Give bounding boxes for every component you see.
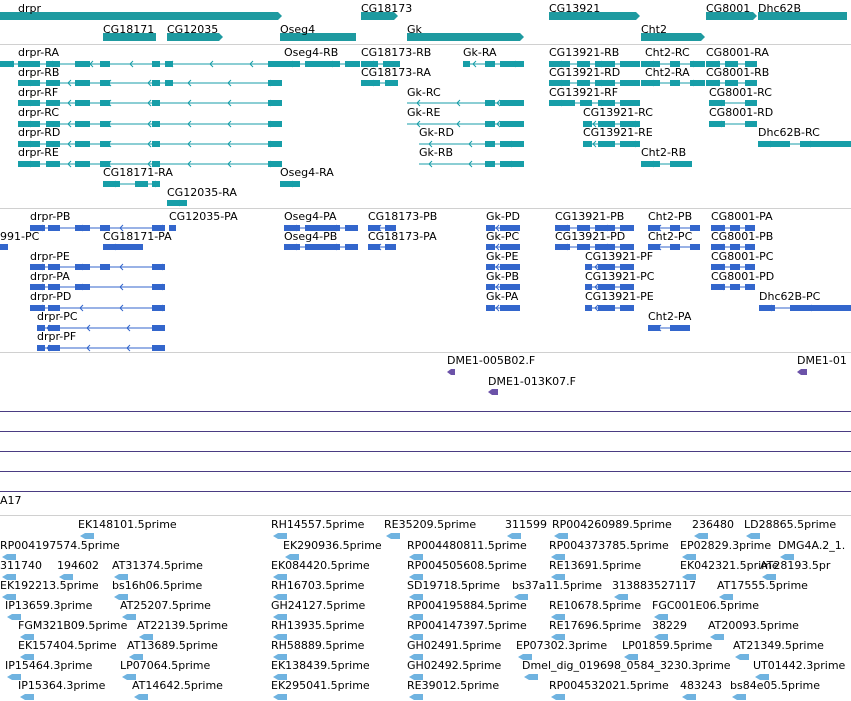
protein-exon <box>152 345 165 351</box>
protein-label[interactable]: CG13921-PD <box>555 230 626 243</box>
track-line-3 <box>0 451 851 452</box>
est-label[interactable]: DMG4A.2_1. <box>778 539 846 552</box>
protein-exon <box>385 244 396 250</box>
transcript-exon <box>620 61 640 67</box>
est-label[interactable]: RH13935.5prime <box>271 619 365 632</box>
protein-exon <box>152 284 165 290</box>
track-line-5 <box>0 491 851 492</box>
transcript-label[interactable]: CG18171-RA <box>103 166 173 179</box>
est-label[interactable]: AT14642.5prime <box>132 679 223 692</box>
est-mark <box>409 694 423 700</box>
transcript-exon <box>305 61 340 67</box>
est-label[interactable]: 483243 <box>680 679 722 692</box>
est-label[interactable]: IP15464.3prime <box>5 659 93 672</box>
clone-mark <box>797 369 807 375</box>
transcript-exon <box>500 61 524 67</box>
protein-exon <box>598 305 615 311</box>
est-label[interactable]: RP004505608.5prime <box>407 559 527 572</box>
protein-label[interactable]: Gk-PD <box>486 210 520 223</box>
protein-exon <box>103 244 143 250</box>
transcript-label[interactable]: CG18173-RB <box>361 46 432 59</box>
protein-label[interactable]: 991-PC <box>0 230 40 243</box>
est-label[interactable]: RE17696.5prime <box>549 619 642 632</box>
transcript-label[interactable]: Oseg4-RA <box>280 166 334 179</box>
transcript-exon <box>485 121 495 127</box>
transcript-exon <box>152 121 160 127</box>
protein-exon <box>670 325 690 331</box>
protein-exon <box>690 244 700 250</box>
transcript-exon <box>345 61 360 67</box>
transcript-label[interactable]: drpr-RC <box>18 106 60 119</box>
transcript-exon <box>485 61 495 67</box>
transcript-label[interactable]: CG8001-RC <box>709 86 772 99</box>
est-label[interactable]: LD28865.5prime <box>744 518 837 531</box>
est-label[interactable]: UT01442.3prime <box>753 659 846 672</box>
protein-label[interactable]: Gk-PA <box>486 290 519 303</box>
protein-exon <box>745 284 755 290</box>
transcript-label[interactable]: Gk-RD <box>419 126 454 139</box>
transcript-exon <box>385 80 398 86</box>
transcript-label[interactable]: drpr-RD <box>18 126 61 139</box>
est-label[interactable]: EK138439.5prime <box>271 659 370 672</box>
protein-label[interactable]: CG8001-PD <box>711 270 775 283</box>
est-label[interactable]: EK084420.5prime <box>271 559 370 572</box>
protein-label[interactable]: Gk-PC <box>486 230 520 243</box>
est-mark <box>735 654 749 660</box>
strand-arrow-icon <box>753 12 757 20</box>
est-label[interactable]: RE10678.5prime <box>549 599 642 612</box>
est-label[interactable]: AT13689.5prime <box>127 639 218 652</box>
transcript-exon <box>549 100 575 106</box>
transcript-exon <box>745 121 757 127</box>
transcript-label[interactable]: Gk-RE <box>407 106 441 119</box>
protein-label[interactable]: Oseg4-PB <box>284 230 338 243</box>
est-mark <box>524 674 538 680</box>
est-label[interactable]: AT28193.5pr <box>760 559 831 572</box>
transcript-label[interactable]: drpr-RB <box>18 66 60 79</box>
transcript-exon <box>690 61 705 67</box>
transcript-exon <box>670 80 680 86</box>
transcript-label[interactable]: CG13921-RC <box>583 106 653 119</box>
protein-label[interactable]: CG13921-PF <box>585 250 654 263</box>
protein-label[interactable]: CG18171-PA <box>103 230 172 243</box>
gene-label[interactable]: CG18171 <box>103 23 155 36</box>
protein-label[interactable]: CG8001-PC <box>711 250 774 263</box>
gene-label[interactable]: CG12035 <box>167 23 219 36</box>
est-label[interactable]: LP07064.5prime <box>120 659 211 672</box>
est-label[interactable]: EP07302.3prime <box>516 639 608 652</box>
gene-label[interactable]: CG18173 <box>361 2 413 15</box>
strand-arrow-icon <box>701 33 705 41</box>
est-label[interactable]: RP004197574.5prime <box>0 539 120 552</box>
transcript-exon <box>620 80 640 86</box>
transcript-label[interactable]: CG13921-RF <box>549 86 619 99</box>
transcript-label[interactable]: Cht2-RB <box>641 146 687 159</box>
divider-clones <box>0 352 851 353</box>
transcript-exon <box>75 161 90 167</box>
transcript-label[interactable]: CG8001-RD <box>709 106 774 119</box>
transcript-exon <box>75 100 90 106</box>
transcript-exon <box>620 141 640 147</box>
est-mark <box>732 694 746 700</box>
protein-exon <box>345 244 358 250</box>
protein-exon <box>759 305 775 311</box>
transcript-exon <box>75 141 90 147</box>
est-label[interactable]: SD19718.5prime <box>407 579 500 592</box>
transcript-exon <box>709 121 725 127</box>
est-mark <box>20 694 34 700</box>
est-label[interactable]: RP004147397.5prime <box>407 619 527 632</box>
est-label[interactable]: 311599 <box>505 518 547 531</box>
est-label[interactable]: EK192213.5prime <box>0 579 99 592</box>
protein-exon <box>486 305 495 311</box>
divider-genes <box>0 44 851 45</box>
protein-exon <box>345 225 358 231</box>
protein-label[interactable]: drpr-PD <box>30 290 72 303</box>
est-label[interactable]: EK148101.5prime <box>78 518 177 531</box>
protein-exon <box>620 305 634 311</box>
est-label[interactable]: AT21349.5prime <box>733 639 824 652</box>
protein-exon <box>48 225 60 231</box>
protein-exon <box>37 345 45 351</box>
gene-label[interactable]: Oseg4 <box>280 23 316 36</box>
protein-exon <box>730 284 740 290</box>
protein-label[interactable]: CG8001-PA <box>711 210 773 223</box>
protein-label[interactable]: drpr-PE <box>30 250 70 263</box>
gene-bar <box>407 33 520 41</box>
transcript-exon <box>46 161 60 167</box>
protein-exon <box>100 264 110 270</box>
transcript-label[interactable]: CG13921-RD <box>549 66 621 79</box>
transcript-exon <box>485 141 495 147</box>
est-label[interactable]: AT31374.5prime <box>112 559 203 572</box>
est-mark <box>386 533 400 539</box>
est-label[interactable]: FGC001E06.5prime <box>652 599 760 612</box>
est-label[interactable]: RH16703.5prime <box>271 579 365 592</box>
transcript-exon <box>758 141 790 147</box>
transcript-exon <box>485 161 495 167</box>
transcript-label[interactable]: drpr-RE <box>18 146 59 159</box>
est-label[interactable]: IP15364.3prime <box>18 679 106 692</box>
transcript-exon <box>485 100 495 106</box>
est-label[interactable]: AT20093.5prime <box>708 619 799 632</box>
est-label[interactable]: AT22139.5prime <box>137 619 228 632</box>
protein-label[interactable]: Cht2-PC <box>648 230 693 243</box>
est-label[interactable]: GH02491.5prime <box>407 639 502 652</box>
protein-exon <box>585 305 592 311</box>
est-label[interactable]: GH02492.5prime <box>407 659 502 672</box>
track-label: A17 <box>0 494 22 507</box>
est-label[interactable]: LP01859.5prime <box>622 639 713 652</box>
transcript-label[interactable]: CG12035-RA <box>167 186 237 199</box>
transcript-exon <box>500 121 524 127</box>
est-mark <box>551 694 565 700</box>
transcript-label[interactable]: Cht2-RA <box>645 66 690 79</box>
clone-label[interactable]: DME1-013K07.F <box>488 375 576 388</box>
protein-label[interactable]: Cht2-PB <box>648 210 693 223</box>
est-label[interactable]: bs37a11.5prime <box>512 579 602 592</box>
protein-label[interactable]: Cht2-PA <box>648 310 692 323</box>
transcript-exon <box>75 121 90 127</box>
est-label[interactable]: EK295041.5prime <box>271 679 370 692</box>
transcript-exon <box>690 80 705 86</box>
est-label[interactable]: GH24127.5prime <box>271 599 366 612</box>
protein-label[interactable]: CG12035-PA <box>169 210 238 223</box>
transcript-label[interactable]: Dhc62B-RC <box>758 126 820 139</box>
protein-label[interactable]: drpr-PC <box>37 310 78 323</box>
transcript-label[interactable]: Oseg4-RB <box>284 46 339 59</box>
transcript-label[interactable]: CG13921-RB <box>549 46 620 59</box>
transcript-label[interactable]: CG8001-RA <box>706 46 769 59</box>
protein-label[interactable]: Gk-PB <box>486 270 520 283</box>
protein-label[interactable]: drpr-PB <box>30 210 71 223</box>
transcript-label[interactable]: CG8001-RB <box>706 66 770 79</box>
transcript-label[interactable]: Cht2-RC <box>645 46 690 59</box>
strand-arrow-icon <box>636 12 640 20</box>
est-label[interactable]: AT25207.5prime <box>120 599 211 612</box>
gene-label[interactable]: CG8001 <box>706 2 751 15</box>
track-line-4 <box>0 471 851 472</box>
strand-arrow-icon <box>520 33 524 41</box>
gene-label[interactable]: Cht2 <box>641 23 667 36</box>
gene-label[interactable]: drpr <box>18 2 42 15</box>
protein-exon <box>152 305 165 311</box>
protein-label[interactable]: CG13921-PC <box>585 270 655 283</box>
est-mark <box>682 694 696 700</box>
est-label[interactable]: RH14557.5prime <box>271 518 365 531</box>
clone-label[interactable]: DME1-005B02.F <box>447 354 536 367</box>
est-label[interactable]: RE39012.5prime <box>407 679 500 692</box>
protein-exon <box>670 244 680 250</box>
protein-exon <box>152 264 165 270</box>
transcript-exon <box>583 141 592 147</box>
track-line-2 <box>0 431 851 432</box>
transcript-exon <box>500 100 524 106</box>
clone-mark <box>447 369 455 375</box>
est-label[interactable]: 311740 <box>0 559 42 572</box>
est-label[interactable]: 236480 <box>692 518 734 531</box>
protein-label[interactable]: CG18173-PB <box>368 210 438 223</box>
gene-bar <box>0 12 278 20</box>
protein-label[interactable]: CG13921-PE <box>585 290 654 303</box>
transcript-exon <box>152 100 160 106</box>
transcript-exon <box>500 141 524 147</box>
protein-exon <box>500 305 520 311</box>
strand-arrow-icon <box>219 33 223 41</box>
transcript-label[interactable]: Gk-RA <box>463 46 497 59</box>
est-label[interactable]: RE13691.5prime <box>549 559 642 572</box>
gene-label[interactable]: CG13921 <box>549 2 601 15</box>
protein-label[interactable]: Dhc62B-PC <box>759 290 821 303</box>
transcript-exon <box>670 161 692 167</box>
transcript-exon <box>103 181 120 187</box>
est-label[interactable]: RP004532021.5prime <box>549 679 669 692</box>
est-label[interactable]: AT17555.5prime <box>717 579 808 592</box>
est-label[interactable]: RE35209.5prime <box>384 518 477 531</box>
est-label[interactable]: RP004195884.5prime <box>407 599 527 612</box>
transcript-exon <box>598 141 615 147</box>
protein-label[interactable]: CG18173-PA <box>368 230 437 243</box>
transcript-label[interactable]: drpr-RF <box>18 86 59 99</box>
est-label[interactable]: FGM321B09.5prime <box>18 619 128 632</box>
transcript-label[interactable]: Gk-RC <box>407 86 441 99</box>
clone-mark <box>488 389 498 395</box>
est-label[interactable]: 38229 <box>652 619 687 632</box>
transcript-exon <box>165 80 173 86</box>
track-line-1 <box>0 411 851 412</box>
protein-label[interactable]: Oseg4-PA <box>284 210 337 223</box>
divider-proteins <box>0 208 851 209</box>
transcript-exon <box>75 80 90 86</box>
protein-label[interactable]: CG8001-PB <box>711 230 774 243</box>
transcript-label[interactable]: Gk-RB <box>419 146 454 159</box>
protein-label[interactable]: Gk-PE <box>486 250 519 263</box>
protein-exon <box>152 325 165 331</box>
transcript-exon <box>75 61 90 67</box>
transcript-exon <box>18 161 40 167</box>
est-label[interactable]: EK157404.5prime <box>18 639 117 652</box>
est-label[interactable]: RP004480811.5prime <box>407 539 527 552</box>
transcript-exon <box>152 61 160 67</box>
est-label[interactable]: 194602 <box>57 559 99 572</box>
transcript-label[interactable]: drpr-RA <box>18 46 59 59</box>
divider-est <box>0 515 851 516</box>
est-label[interactable]: RP004260989.5prime <box>552 518 672 531</box>
protein-exon <box>0 244 8 250</box>
transcript-label[interactable]: CG13921-RE <box>583 126 653 139</box>
gene-label[interactable]: Gk <box>407 23 422 36</box>
transcript-exon <box>268 61 282 67</box>
protein-label[interactable]: drpr-PF <box>37 330 77 343</box>
transcript-exon <box>152 80 160 86</box>
est-label[interactable]: bs16h06.5prime <box>112 579 203 592</box>
transcript-exon <box>100 61 110 67</box>
transcript-exon <box>463 61 470 67</box>
est-mark <box>134 694 148 700</box>
est-label[interactable]: RP004373785.5prime <box>549 539 669 552</box>
protein-label[interactable]: CG13921-PB <box>555 210 625 223</box>
transcript-exon <box>152 141 160 147</box>
protein-exon <box>305 244 340 250</box>
strand-arrow-icon <box>278 12 282 20</box>
protein-exon <box>790 305 851 311</box>
clone-label[interactable]: DME1-01 <box>797 354 847 367</box>
protein-label[interactable]: drpr-PA <box>30 270 70 283</box>
gene-label[interactable]: Dhc62B <box>758 2 802 15</box>
transcript-exon <box>500 161 524 167</box>
est-label[interactable]: bs84e05.5prime <box>730 679 821 692</box>
est-label[interactable]: RH58889.5prime <box>271 639 365 652</box>
protein-exon <box>284 244 300 250</box>
transcript-label[interactable]: CG18173-RA <box>361 66 431 79</box>
est-label[interactable]: IP13659.3prime <box>5 599 93 612</box>
est-mark <box>273 694 287 700</box>
est-label[interactable]: Dmel_dig_019698_0584_3230.3prime <box>522 659 731 672</box>
est-label[interactable]: EP02829.3prime <box>680 539 772 552</box>
est-label[interactable]: EK290936.5prime <box>283 539 382 552</box>
est-label[interactable]: 313883527117 <box>612 579 696 592</box>
est-label[interactable]: EK042321.5prime <box>680 559 779 572</box>
transcript-exon <box>135 181 148 187</box>
